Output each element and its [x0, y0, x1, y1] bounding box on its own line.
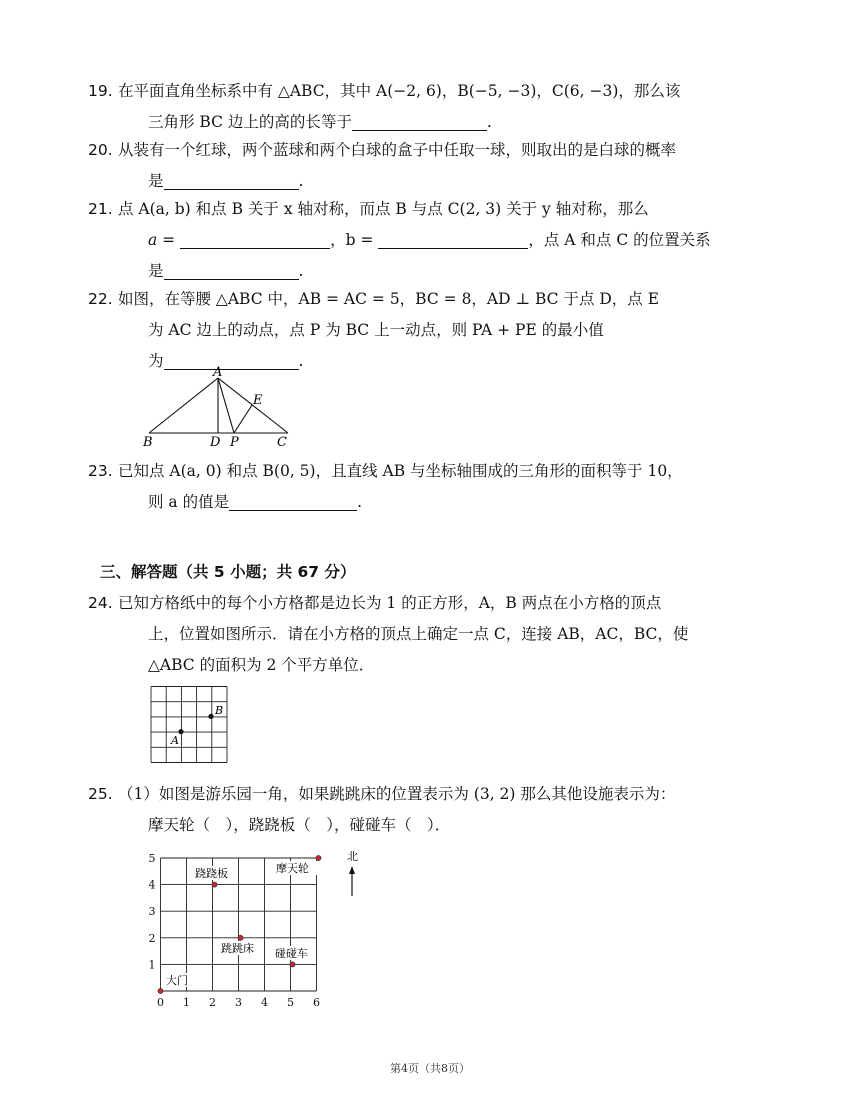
period: . [486, 113, 492, 131]
question-text-line1: 如图，在等腰 △ABC 中，AB = AC = 5，BC = 8，AD ⊥ BC 于点 D，点 E [118, 290, 660, 308]
question-text-line2: 三角形 BC 边上的高的长等于 [148, 113, 352, 131]
question-number: 25. [88, 785, 113, 803]
label-a: A [171, 734, 179, 747]
north-arrowhead-icon [349, 866, 355, 874]
question-text-line1: 已知方格纸中的每个小方格都是边长为 1 的正方形，A，B 两点在小方格的顶点 [118, 594, 662, 612]
question-19 [88, 76, 768, 138]
question-text-line2: 则 a 的值是 [148, 493, 230, 511]
period: . [357, 493, 363, 511]
b-equals: ，b = [330, 231, 374, 249]
label-p: P [230, 435, 239, 450]
label-trampoline: 跳跳床 [221, 942, 254, 955]
answer-blank[interactable] [229, 492, 357, 511]
x-tick-label: 2 [209, 996, 216, 1009]
question-text-line3: 是 [148, 262, 164, 280]
x-tick-label: 1 [183, 996, 190, 1009]
question-text-line2: 是 [148, 172, 164, 190]
question-number: 23. [88, 462, 113, 480]
point-a [178, 729, 183, 734]
x-tick-label: 3 [235, 996, 242, 1009]
question-21 [88, 194, 768, 287]
question-text-line2-tail: ，点 A 和点 C 的位置关系 [528, 231, 711, 249]
period: . [298, 262, 304, 280]
y-tick-label: 3 [148, 905, 156, 919]
amusement-park-grid [140, 842, 380, 1014]
question-number: 19. [88, 82, 113, 100]
point-bumper-car [290, 962, 295, 967]
question-24 [88, 588, 768, 681]
question-number: 22. [88, 290, 113, 308]
point-ferris-wheel [316, 855, 321, 860]
north-label: 北 [347, 850, 358, 863]
question-text-line1: 从装有一个红球，两个蓝球和两个白球的盒子中任取一球，则取出的是白球的概率 [118, 141, 677, 159]
question-text-line1: 在平面直角坐标系中有 △ABC，其中 A(−2, 6)，B(−5, −3)，C(6, −3)，那么该 [118, 82, 681, 100]
page-footer: 第4页（共8页） [390, 1062, 470, 1075]
label-e: E [253, 393, 263, 408]
a-equals: a = [148, 231, 176, 249]
question-text-line2: 摩天轮（ ），跷跷板（ ），碰碰车（ ）． [148, 816, 451, 834]
segment-ap [218, 378, 234, 433]
label-b: B [143, 435, 153, 450]
question-text-line2: 为 AC 边上的动点，点 P 为 BC 上一动点，则 PA + PE 的最小值 [148, 321, 604, 339]
question-text-line1: （1）如图是游乐园一角，如果跳跳床的位置表示为 (3, 2) 那么其他设施表示为： [118, 785, 676, 803]
y-tick-label: 1 [148, 958, 156, 972]
answer-blank-a[interactable] [180, 230, 330, 249]
point-seesaw [212, 882, 217, 887]
point-gate [158, 988, 163, 993]
segment-ab [149, 378, 218, 433]
question-text-line2: 上，位置如图所示．请在小方格的顶点上确定一点 C，连接 AB，AC，BC，使 [148, 625, 689, 643]
question-22 [88, 284, 768, 377]
question-text-line1: 点 A(a, b) 和点 B 关于 x 轴对称，而点 B 与点 C(2, 3) 关于 y 轴对称，那么 [118, 200, 649, 218]
question-text-line3: △ABC 的面积为 2 个平方单位． [148, 656, 375, 674]
period: . [298, 352, 304, 370]
label-d: D [210, 435, 221, 450]
answer-blank-b[interactable] [378, 230, 528, 249]
isosceles-triangle-figure [140, 366, 310, 452]
question-text-line3: 为 [148, 352, 164, 370]
period: . [298, 172, 304, 190]
segment-pe [234, 405, 252, 433]
x-tick-label: 4 [261, 996, 268, 1009]
point-trampoline [238, 935, 243, 940]
label-ferris-wheel: 摩天轮 [276, 862, 309, 875]
question-text-line1: 已知点 A(a, 0) 和点 B(0, 5)，且直线 AB 与坐标轴围成的三角形的面积等于 10， [118, 462, 683, 480]
question-25 [88, 779, 768, 841]
square-grid-figure [150, 686, 230, 764]
x-tick-label: 0 [157, 996, 164, 1009]
x-tick-label: 6 [313, 996, 320, 1009]
question-number: 21. [88, 200, 113, 218]
label-a: A [213, 366, 223, 380]
label-gate: 大门 [166, 974, 188, 987]
label-b: B [215, 704, 224, 717]
label-c: C [277, 435, 287, 450]
point-b [208, 714, 213, 719]
answer-blank-relation[interactable] [164, 261, 299, 280]
answer-blank[interactable] [164, 171, 299, 190]
label-seesaw: 跷跷板 [195, 867, 228, 880]
x-tick-label: 5 [287, 996, 294, 1009]
y-tick-label: 5 [148, 852, 156, 865]
y-tick-label: 2 [148, 931, 156, 945]
answer-blank[interactable] [352, 112, 487, 131]
question-20 [88, 135, 768, 197]
question-number: 20. [88, 141, 113, 159]
label-bumper-car: 碰碰车 [275, 947, 308, 960]
y-tick-label: 4 [148, 878, 156, 892]
question-23 [88, 456, 768, 518]
section-heading: 三、解答题（共 5 小题；共 67 分） [100, 563, 356, 581]
question-number: 24. [88, 594, 113, 612]
